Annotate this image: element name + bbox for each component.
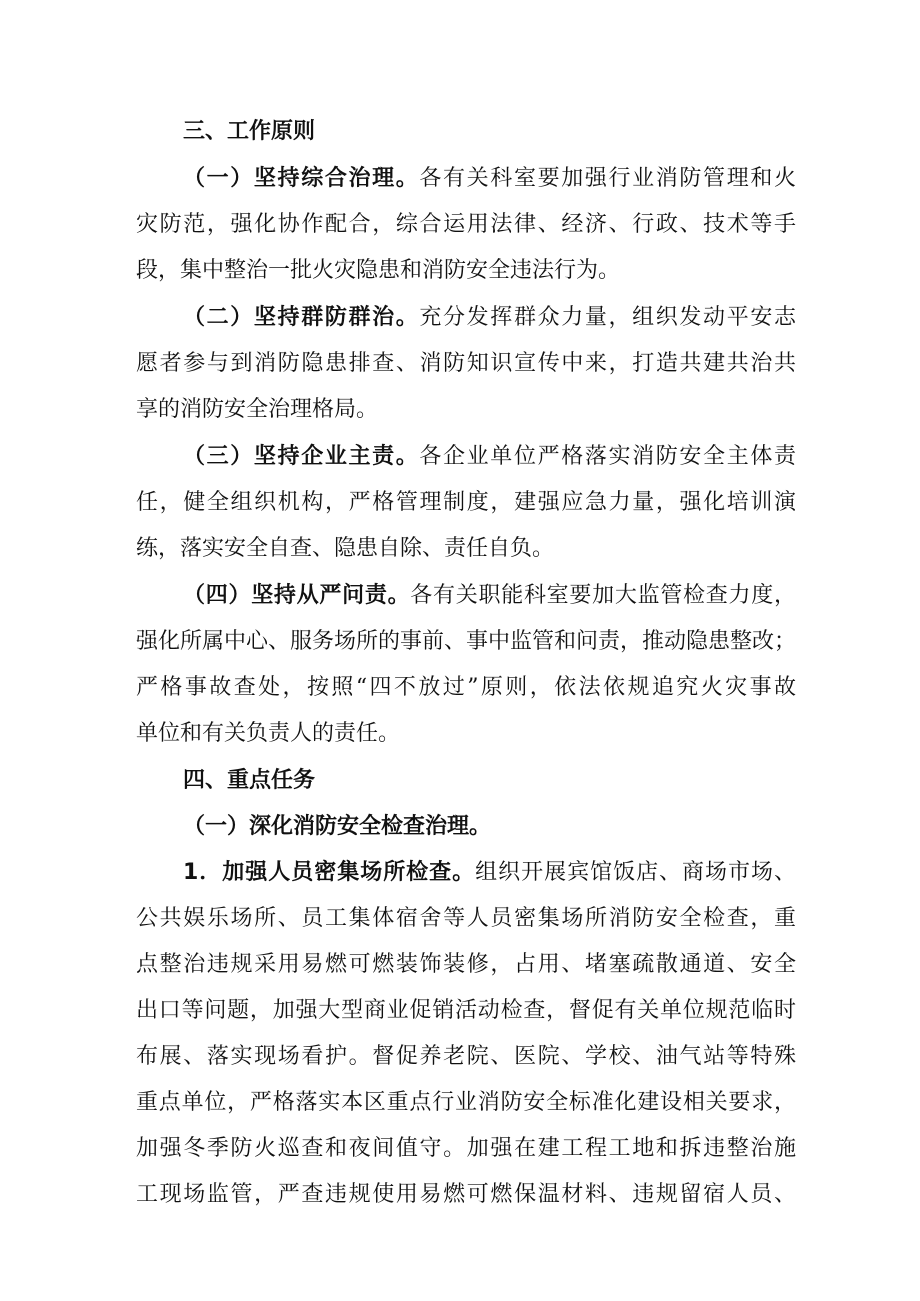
paragraph-line: 工现场监管，严查违规使用易燃可燃保温材料、违规留宿人员、 [136,1182,796,1207]
item-title: （三）坚持企业主责。 [183,444,420,469]
section-heading-key-tasks: 四、重点任务 [183,768,316,793]
paragraph-line: 加强冬季防火巡查和夜间值守。加强在建工程工地和拆违整治施 [136,1136,796,1161]
paragraph-line: （一）坚持综合治理。各有关科室要加强行业消防管理和火 [183,166,796,191]
paragraph-line: 强化所属中心、服务场所的事前、事中监管和问责，推动隐患整改； [136,629,797,654]
paragraph-line: 练，落实安全自查、隐患自除、责任自负。 [136,536,555,561]
paragraph-line: 严格事故查处，按照“四不放过”原则，依法依规追究火灾事故 [136,675,796,700]
paragraph-line: 公共娱乐场所、员工集体宿舍等人员密集场所消防安全检查，重 [136,906,796,931]
item-title: （一）坚持综合治理。 [183,166,420,191]
paragraph-line: 布展、落实现场看护。督促养老院、医院、学校、油气站等特殊 [136,1044,796,1069]
paragraph-line: （三）坚持企业主责。各企业单位严格落实消防安全主体责 [183,444,796,469]
paragraph-line: （四）坚持从严问责。各有关职能科室要加大监管检查力度， [183,583,796,608]
paragraph-line: 灾防范，强化协作配合，综合运用法律、经济、行政、技术等手 [136,212,796,237]
item-title: （二）坚持群防群治。 [183,305,420,330]
section-heading-principles: 三、工作原则 [183,119,316,144]
paragraph-line: 点整治违规采用易燃可燃装饰装修，占用、堵塞疏散通道、安全 [136,952,796,977]
paragraph-line: 愿者参与到消防隐患排查、消防知识宣传中来，打造共建共治共 [136,351,796,376]
paragraph-line: 1．加强人员密集场所检查。组织开展宾馆饭店、商场市场、 [183,860,796,885]
paragraph-line: 任，健全组织机构，严格管理制度，建强应急力量，强化培训演 [136,490,796,515]
subsection-heading: （一）深化消防安全检查治理。 [183,814,492,839]
item-title: （四）坚持从严问责。 [183,583,411,608]
paragraph-line: （二）坚持群防群治。充分发挥群众力量，组织发动平安志 [183,305,796,330]
paragraph-line: 享的消防安全治理格局。 [136,397,379,422]
item-title: 1．加强人员密集场所检查。 [183,860,476,885]
paragraph-line: 单位和有关负责人的责任。 [136,721,401,746]
paragraph-line: 重点单位，严格落实本区重点行业消防安全标准化建设相关要求， [136,1090,796,1115]
paragraph-line: 出口等问题，加强大型商业促销活动检查，督促有关单位规范临时 [136,998,796,1023]
paragraph-line: 段，集中整治一批火灾隐患和消防安全违法行为。 [136,258,621,283]
